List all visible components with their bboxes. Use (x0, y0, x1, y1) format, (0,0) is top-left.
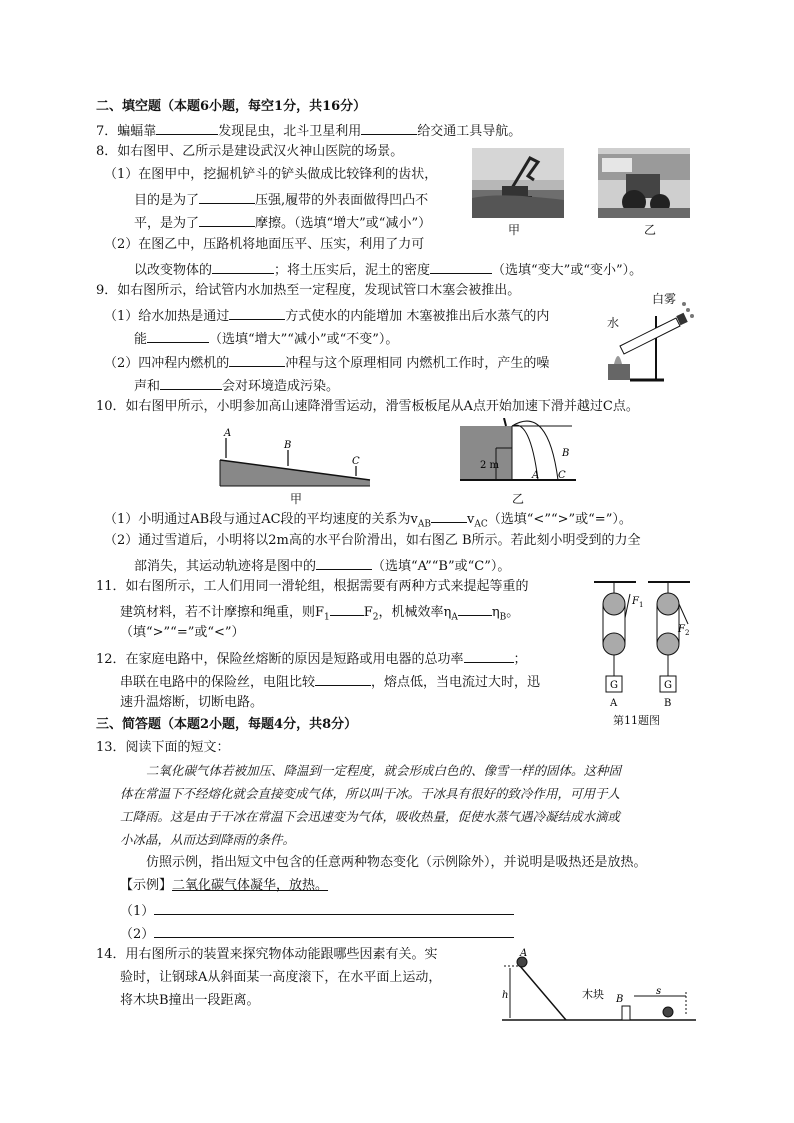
q10-sub: AB (417, 519, 432, 530)
pulley-figure (592, 578, 696, 716)
q12-text: ，熔点低，当电流过大时，迅 (371, 675, 541, 690)
q14-line2: 验时，让钢球A从斜面某一高度滚下，在水平面上运动， (120, 970, 442, 985)
q7-text-c: 给交通工具导航。 (417, 124, 522, 139)
height-label-h: h (502, 990, 509, 1001)
wood-block-label: 木块 (582, 988, 604, 1001)
figure-caption-jia: 甲 (290, 492, 303, 506)
q8-part1-line3 (134, 212, 431, 233)
q13-passage-line4: 小冰晶，从而达到降雨的条件。 (120, 832, 296, 847)
q9-part2-line1 (104, 352, 549, 373)
ball-label-a: A (520, 948, 528, 959)
q13-passage-line2: 体在常温下不经熔化就会直接变成气体，所以叫干冰。干冰具有很好的致冷作用，可用于人 (120, 786, 621, 801)
q13-passage-line3: 工降雨。这是由于干冰在常温下会迅速变为气体，吸收热量，促使水蒸气遇冷凝结成水滴或 (120, 809, 621, 824)
q13-answer-line-2[interactable] (154, 923, 514, 938)
ramp-figure (500, 948, 700, 1022)
q9-part2-line2 (134, 375, 339, 396)
q7-blank-2[interactable] (361, 120, 417, 135)
q8-text: 以改变物体的 (134, 263, 213, 278)
figure-caption-jia: 甲 (508, 223, 521, 237)
q9-text: （1）给水加热是通过 (104, 309, 230, 324)
q8-text: 压强,履带的外表面做得凹凸不 (255, 193, 429, 208)
q11-blank-1[interactable] (330, 601, 364, 616)
q9-part1-line1 (104, 305, 549, 326)
q11-text: 。 (506, 605, 520, 620)
q8-part1-line2 (134, 189, 428, 210)
q11-blank-2[interactable] (458, 601, 492, 616)
q9-blank-2[interactable] (147, 328, 209, 343)
path-label-a: A (532, 470, 540, 481)
distance-label-s: s (656, 986, 662, 997)
q9-stem: 9．如右图所示，给试管内水加热至一定程度，发现试管口木塞会被推出。 (96, 283, 521, 298)
q9-blank-1[interactable] (229, 305, 285, 320)
q12-line2 (120, 671, 540, 692)
q11-text: η (491, 605, 500, 620)
ski-jump-figure (458, 418, 578, 488)
q9-part1-line2 (134, 328, 398, 349)
q9-text: 冲程与这个原理相同 内燃机工作时，产生的噪 (285, 356, 550, 371)
q10-blank-2[interactable] (316, 555, 372, 570)
example-answer: 二氧化碳气体凝华，放热。 (172, 878, 329, 893)
q13-answer-2 (120, 923, 514, 944)
q10-text: （选填“<”“>”或“=”）。 (487, 512, 632, 527)
q8-text: 摩擦。（选填“增大”或“减小”） (255, 216, 432, 231)
q11-line1: 11．如右图所示，工人们用同一滑轮组，根据需要有两种方式来提起等重的 (96, 579, 529, 594)
q12-blank-2[interactable] (315, 671, 371, 686)
q13-answer-line-1[interactable] (154, 900, 514, 915)
q8-text: 平，是为了 (134, 216, 200, 231)
q8-part2-line2 (134, 259, 642, 280)
q8-stem: 8．如右图甲、乙所示是建设武汉火神山医院的场景。 (96, 144, 404, 159)
figure-caption-yi: 乙 (644, 223, 657, 237)
q10-text: v (467, 512, 475, 527)
roller-photo (598, 148, 690, 218)
section-3-title: 三、简答题（本题2小题，每题4分，共8分） (96, 717, 358, 732)
q7-text-a: 7．蝙蝠靠 (96, 124, 157, 139)
q13-passage-line1: 二氧化碳气体若被加压、降温到一定程度，就会形成白色的、像雪一样的固体。这种固 (146, 763, 622, 778)
excavator-photo (472, 148, 564, 218)
path-label-b: B (562, 448, 570, 459)
slope-label-b: B (284, 440, 292, 451)
water-label: 水 (607, 316, 620, 330)
q8-text: 目的是为了 (134, 193, 200, 208)
white-mist-label: 白雾 (652, 292, 677, 306)
q9-text: （选填“增大”“减小”或“不变”）。 (209, 332, 399, 347)
q9-text: 能 (134, 332, 148, 347)
q9-text: 会对环境造成污染。 (222, 379, 340, 394)
answer-number: （2） (120, 927, 155, 942)
q14-line3: 将木块B撞出一段距离。 (120, 993, 260, 1008)
figure-11-caption: 第11题图 (613, 714, 660, 727)
q9-text: （2）四冲程内燃机的 (104, 356, 230, 371)
q8-text: （选填“变大”或“变小”）。 (492, 263, 643, 278)
q12-text: 串联在电路中的保险丝，电阻比较 (120, 675, 316, 690)
q10-text: （选填“A”“B”或“C”）。 (372, 559, 511, 574)
q12-line3: 速升温熔断，切断电路。 (120, 695, 264, 710)
q11-text: F (363, 605, 373, 620)
ski-slope-figure (218, 424, 374, 490)
figure-caption-yi: 乙 (512, 492, 525, 506)
force-f1-sub: 1 (639, 601, 644, 609)
q14-line1: 14．用右图所示的装置来探究物体动能跟哪些因素有关。实 (96, 947, 438, 962)
q10-part1 (104, 508, 632, 534)
q8-text: ；将土压实后，泥土的密度 (274, 263, 431, 278)
slope-label-c: C (352, 456, 360, 467)
force-f2-sub: 2 (685, 629, 690, 637)
q9-text: 方式使水的内能增加 木塞被推出后水蒸气的内 (285, 309, 550, 324)
question-7 (96, 120, 521, 141)
answer-number: （1） (120, 904, 155, 919)
q7-blank-1[interactable] (156, 120, 218, 135)
q10-part2-line1: （2）通过雪道后，小明将以2m高的水平台阶滑出，如右图乙 B所示。若此刻小明受到的力全 (104, 533, 641, 548)
pulley-label-b: B (664, 698, 672, 709)
force-f1-label: F (632, 596, 639, 607)
example-tag: 【示例】 (120, 878, 173, 893)
q13-example (120, 877, 328, 895)
q13-answer-1 (120, 900, 514, 921)
height-label: 2 m (480, 460, 500, 471)
q11-sub: 1 (324, 612, 330, 623)
q11-line3: （填“>”“=”或“<”） (120, 625, 245, 640)
q8-blank-2[interactable] (199, 212, 255, 227)
pulley-label-a: A (610, 698, 618, 709)
q10-stem: 10．如右图甲所示，小明参加高山速降滑雪运动，滑雪板板尾从A点开始加速下滑并越过C点。 (96, 399, 639, 414)
q10-text: 部消失，其运动轨迹将是图中的 (134, 559, 317, 574)
q13-stem: 13．阅读下面的短文： (96, 740, 230, 755)
q11-line2 (120, 601, 519, 627)
q7-text-b: 发现昆虫，北斗卫星利用 (218, 124, 362, 139)
section-2-title: 二、填空题（本题6小题，每空1分，共16分） (96, 99, 367, 114)
q12-line1 (96, 648, 527, 669)
path-label-c: C (558, 470, 566, 481)
q8-blank-3[interactable] (212, 259, 274, 274)
q12-text: 12．在家庭电路中，保险丝熔断的原因是短路或用电器的总功率 (96, 652, 464, 667)
q10-part2-line2 (134, 555, 510, 576)
test-tube-figure (604, 288, 696, 384)
q10-sub: AC (474, 519, 488, 530)
q9-text: 声和 (134, 379, 161, 394)
q13-question: 仿照示例，指出短文中包含的任意两种物态变化（示例除外），并说明是吸热还是放热。 (146, 855, 647, 870)
force-f2-label: F (678, 624, 685, 635)
q12-blank-1[interactable] (464, 648, 514, 663)
q11-sub: A (451, 612, 458, 623)
q10-blank-1[interactable] (431, 508, 467, 523)
q11-sub: 2 (372, 612, 379, 623)
weight-g-b: G (664, 680, 672, 691)
q9-blank-3[interactable] (229, 352, 285, 367)
q11-sub: B (499, 612, 507, 623)
q8-blank-1[interactable] (199, 189, 255, 204)
q11-text: 建筑材料，若不计摩擦和绳重，则F (120, 605, 325, 620)
q8-part1-line1: （1）在图甲中，挖掘机铲斗的铲头做成比较锋利的齿状， (104, 167, 438, 182)
weight-g-a: G (610, 680, 618, 691)
q11-text: ，机械效率η (378, 605, 452, 620)
q8-part2-line1: （2）在图乙中，压路机将地面压平、压实，利用了力可 (104, 237, 425, 252)
block-label-b: B (616, 994, 624, 1005)
slope-label-a: A (224, 428, 232, 439)
q9-blank-4[interactable] (160, 375, 222, 390)
q12-text: ； (513, 652, 527, 667)
q10-text: （1）小明通过AB段与通过AC段的平均速度的关系为v (104, 512, 418, 527)
q8-blank-4[interactable] (430, 259, 492, 274)
